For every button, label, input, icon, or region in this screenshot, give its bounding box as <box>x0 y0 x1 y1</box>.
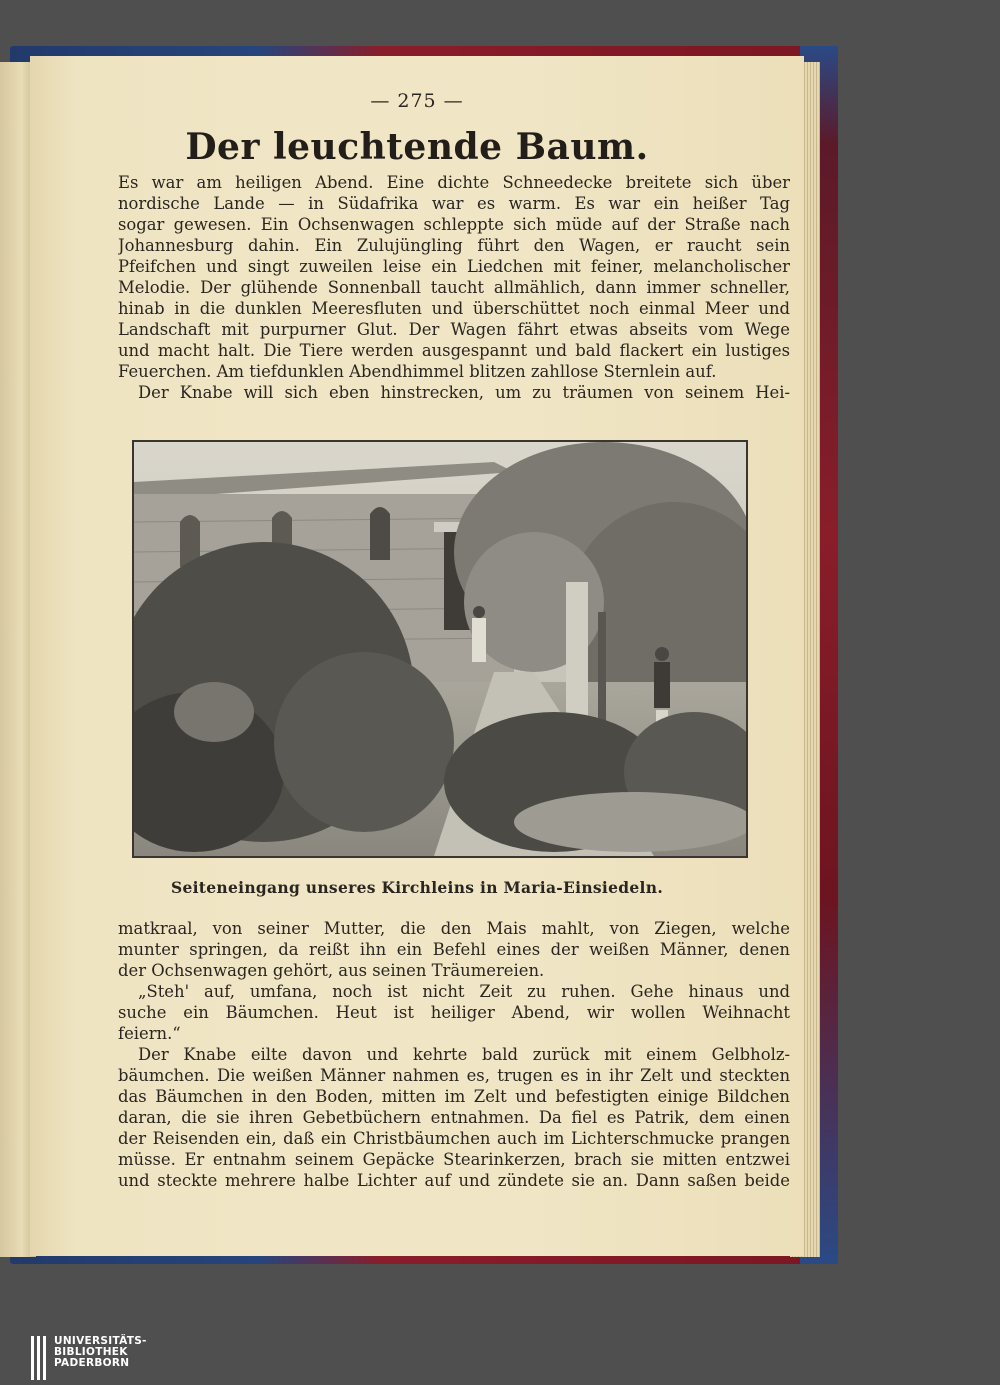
photo-illustration <box>134 442 746 856</box>
text-line: Feuerchen. Am tiefdunklen Abendhimmel blitzen zahllose Sternlein auf. <box>118 362 717 381</box>
text-line: der Ochsenwagen gehört, aus seinen Träumereien. <box>118 961 545 980</box>
chapter-title: Der leuchtende Baum. <box>185 126 649 168</box>
library-name-line: PADERBORN <box>54 1357 130 1369</box>
text-line: das Bäumchen in den Boden, mitten im Zelt und befestigten einige Bildchen <box>118 1087 790 1106</box>
paragraph-top <box>118 172 790 403</box>
text-line: Der Knabe eilte davon und kehrte bald zurück mit einem Gelbholz- <box>138 1045 790 1064</box>
library-name-line: BIBLIOTHEK <box>54 1346 128 1358</box>
text-line: Johannesburg dahin. Ein Zulujüngling führt den Wagen, er raucht sein <box>118 236 790 255</box>
text-line: Melodie. Der glühende Sonnenball taucht allmählich, dann immer schneller, <box>118 278 790 297</box>
photo-caption: Seiteneingang unseres Kirchleins in Maria-Einsiedeln. <box>170 878 664 897</box>
text-line: „Steh' auf, umfana, noch ist nicht Zeit zu ruhen. Gehe hinaus und <box>138 982 790 1001</box>
text-line: sogar gewesen. Ein Ochsenwagen schleppte sich müde auf der Straße nach <box>118 215 790 234</box>
text-line: matkraal, von seiner Mutter, die den Mais mahlt, von Ziegen, welche <box>118 919 790 938</box>
text-line: daran, die sie ihren Gebetbüchern entnahmen. Da fiel es Patrik, dem einen <box>118 1108 790 1127</box>
text-line: Es war am heiligen Abend. Eine dichte Schneedecke breitete sich über <box>118 173 790 192</box>
library-logo <box>30 1336 230 1380</box>
text-line: und steckte mehrere halbe Lichter auf und zündete sie an. Dann saßen beide <box>118 1171 790 1190</box>
book-page <box>30 56 804 1256</box>
text-line: Der Knabe will sich eben hinstrecken, um zu träumen von seinem Hei- <box>138 383 790 402</box>
text-line: der Reisenden ein, daß ein Christbäumchen auch im Lichterschmucke prangen <box>118 1129 790 1148</box>
text-line: hinab in die dunklen Meeresfluten und überschüttet noch einmal Meer und <box>118 299 790 318</box>
library-name <box>54 1336 147 1369</box>
text-line: müsse. Er entnahm seinem Gepäcke Stearinkerzen, brach sie mitten entzwei <box>118 1150 790 1169</box>
text-line: Landschaft mit purpurner Glut. Der Wagen fährt etwas abseits vom Wege <box>118 320 790 339</box>
text-line: Pfeifchen und singt zuweilen leise ein Liedchen mit feiner, melancholischer <box>118 257 790 276</box>
library-logo-icon <box>30 1336 50 1380</box>
paragraph-bottom <box>118 918 790 1191</box>
page-number: — 275 — <box>370 90 464 112</box>
text-line: bäumchen. Die weißen Männer nahmen es, trugen es in ihr Zelt und steckten <box>118 1066 790 1085</box>
text-line: und macht halt. Die Tiere werden ausgespannt und bald flackert ein lustiges <box>118 341 790 360</box>
church-photo <box>132 440 748 858</box>
text-line: nordische Lande — in Südafrika war es warm. Es war ein heißer Tag <box>118 194 790 213</box>
text-line: feiern.“ <box>118 1024 181 1043</box>
text-line: munter springen, da reißt ihn ein Befehl eines der weißen Männer, denen <box>118 940 790 959</box>
library-name-line: UNIVERSITÄTS- <box>54 1335 147 1347</box>
text-line: suche ein Bäumchen. Heut ist heiliger Abend, wir wollen Weihnacht <box>118 1003 790 1022</box>
